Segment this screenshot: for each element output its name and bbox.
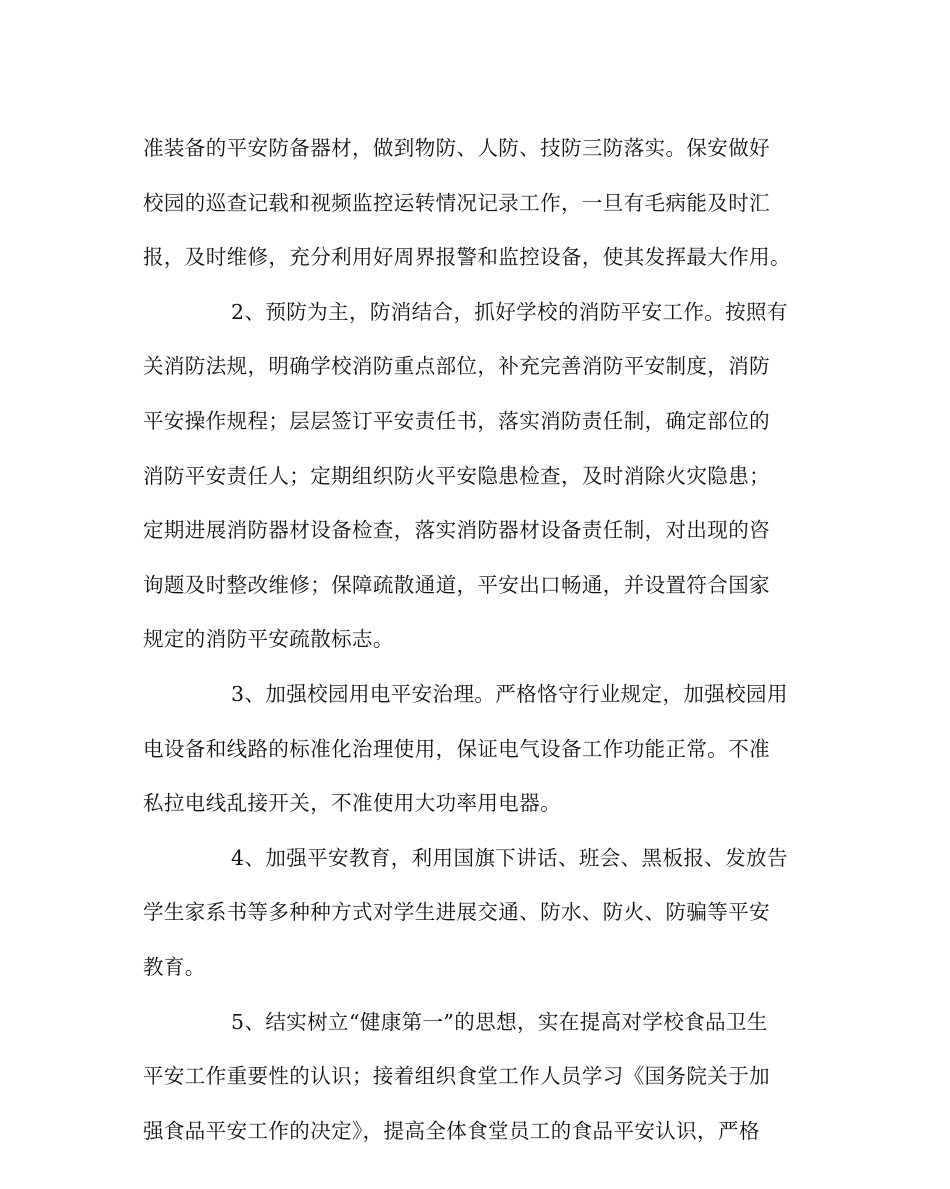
text-line: 私拉电线乱接开关，不准使用大功率用电器。 xyxy=(143,791,561,816)
text-line: 教育。 xyxy=(143,954,206,979)
text-line: 校园的巡查记载和视频监控运转情况记录工作，一旦有毛病能及时汇 xyxy=(143,190,770,215)
text-line: 规定的消防平安疏散标志。 xyxy=(143,627,394,652)
text-line: 准装备的平安防备器材，做到物防、人防、技防三防落实。保安做好 xyxy=(143,136,770,160)
text-line: 定期进展消防器材设备检查，落实消防器材设备责任制，对出现的咨 xyxy=(143,518,770,543)
text-line: 平安工作重要性的认识；接着组织食堂工作人员学习《国务院关于加 xyxy=(143,1064,770,1089)
document-body xyxy=(143,121,807,1158)
text-line: 询题及时整改维修；保障疏散通道，平安出口畅通，并设置符合国家 xyxy=(143,572,770,597)
text-line: 关消防法规，明确学校消防重点部位，补充完善消防平安制度，消防 xyxy=(143,354,770,379)
paragraph-2-first-line: 2、预防为主，防消结合，抓好学校的消防平安工作。按照有 xyxy=(231,299,788,324)
text-line: 电设备和线路的标准化治理使用，保证电气设备工作功能正常。不准 xyxy=(143,736,770,761)
paragraph-4-first-line: 4、加强平安教育，利用国旗下讲话、班会、黑板报、发放告 xyxy=(231,845,788,870)
paragraph-3-first-line: 3、加强校园用电平安治理。严格恪守行业规定，加强校园用 xyxy=(231,681,788,706)
paragraph-5-first-line: 5、结实树立“健康第一”的思想，实在提高对学校食品卫生 xyxy=(231,1009,768,1034)
text-line: 消防平安责任人；定期组织防火平安隐患检查，及时消除火灾隐患； xyxy=(143,463,770,488)
text-line: 平安操作规程；层层签订平安责任书，落实消防责任制，确定部位的 xyxy=(143,408,770,433)
text-line: 报，及时维修，充分利用好周界报警和监控设备，使其发挥最大作用。 xyxy=(143,245,791,270)
text-line: 强食品平安工作的决定》，提高全体食堂员工的食品平安认识，严格 xyxy=(143,1118,760,1143)
text-line: 学生家系书等多种种方式对学生进展交通、防水、防火、防骗等平安 xyxy=(143,900,770,925)
